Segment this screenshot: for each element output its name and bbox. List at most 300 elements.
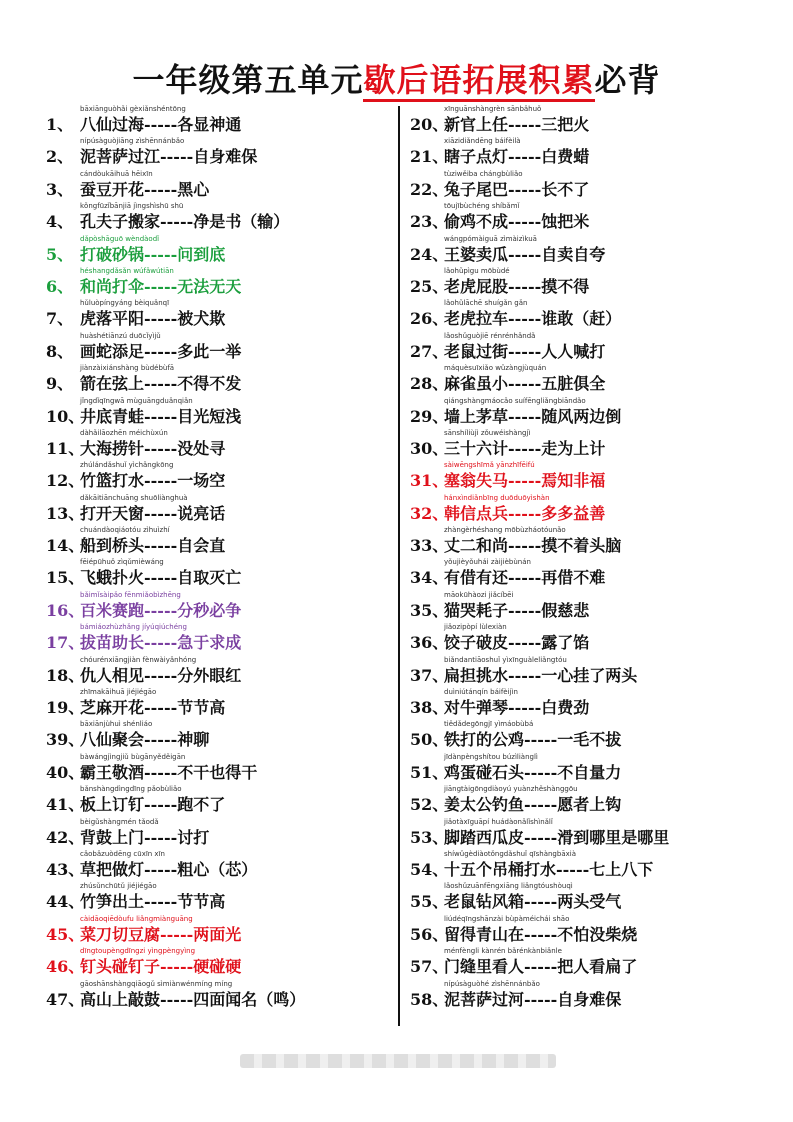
proverb-second-half: 节节高: [177, 698, 226, 718]
item-number: 46、: [46, 957, 85, 977]
proverb-line: [410, 600, 589, 622]
item-number: 45、: [46, 924, 85, 944]
pinyin-line: zhàngèrhéshang mōbùzháotóunǎo: [444, 526, 566, 535]
proverb-dash: -----: [508, 438, 542, 458]
proverb-second-half: 不怕没柴烧: [557, 924, 638, 944]
proverb-first-half: 泥菩萨过江: [80, 147, 161, 167]
proverb-first-half: 偷鸡不成: [444, 212, 509, 232]
proverb-dash: -----: [524, 762, 558, 782]
proverb-line: [46, 729, 209, 751]
pinyin-line: jiāngtàigōngdiàoyú yuànzhěshànggōu: [444, 785, 578, 794]
item-number: 29、: [410, 406, 449, 426]
proverb-line: [46, 470, 225, 492]
pinyin-line: liúdéqīngshānzài bùpàméichái shāo: [444, 914, 570, 923]
right-column: [410, 104, 710, 1024]
proverb-line: [410, 729, 621, 751]
proverb-line: [46, 794, 225, 816]
proverb-first-half: 背鼓上门: [80, 827, 145, 847]
item-number: 54、: [410, 859, 449, 879]
pinyin-line: kǒngfūzǐbānjiā jìngshìshū shū: [80, 202, 184, 211]
proverb-item: [410, 655, 710, 687]
proverb-first-half: 兔子尾巴: [444, 179, 509, 199]
proverb-second-half: 净是书（输）: [193, 212, 290, 232]
proverb-second-half: 假慈悲: [541, 600, 590, 620]
proverb-dash: -----: [524, 827, 558, 847]
column-divider: [398, 106, 400, 1026]
proverb-item: [46, 557, 394, 589]
proverb-second-half: 硬碰硬: [193, 957, 242, 977]
pinyin-line: yǒujièyǒuhái zàijièbùnán: [444, 558, 531, 567]
item-number: 14、: [46, 536, 85, 556]
proverb-item: [410, 784, 710, 816]
watermark-bar: [240, 1054, 556, 1068]
pinyin-line: bǎnshàngdìngdīng pǎobùliǎo: [80, 785, 182, 794]
pinyin-line: jǐngdǐqīngwā mùguāngduǎnqiǎn: [80, 396, 193, 405]
proverb-item: [410, 849, 710, 881]
proverb-first-half: 竹笋出土: [80, 892, 145, 912]
proverb-dash: -----: [144, 698, 178, 718]
pinyin-line: jīdànpèngshítou búzìliànglì: [444, 752, 538, 761]
proverb-line: [410, 665, 637, 687]
proverb-line: [46, 956, 241, 978]
pinyin-line: bàwángjìngjiǔ bùgānyěděigān: [80, 752, 186, 761]
proverb-dash: -----: [160, 212, 194, 232]
pinyin-line: bámiáozhùzhǎng jíyúqiúchéng: [80, 623, 187, 632]
proverb-first-half: 飞蛾扑火: [80, 568, 145, 588]
pinyin-line: qiángshàngmáocǎo suífēngliǎngbiāndǎo: [444, 396, 586, 405]
proverb-line: [410, 308, 621, 330]
proverb-item: [46, 298, 394, 330]
proverb-dash: -----: [524, 892, 558, 912]
proverb-second-half: 不得不发: [177, 374, 242, 394]
proverb-item: [46, 169, 394, 201]
proverb-dash: -----: [508, 276, 542, 296]
proverb-second-half: 走为上计: [541, 438, 606, 458]
proverb-dash: -----: [508, 698, 542, 718]
title-suffix: 必背: [594, 61, 661, 99]
pinyin-line: dǎkāitiānchuāng shuōliànghuà: [80, 493, 188, 502]
proverb-item: [46, 590, 394, 622]
left-column: [46, 104, 394, 1024]
proverb-item: [410, 590, 710, 622]
proverb-line: [46, 373, 241, 395]
proverb-first-half: 泥菩萨过河: [444, 989, 525, 1009]
proverb-line: [46, 438, 225, 460]
proverb-line: [410, 276, 589, 298]
proverb-first-half: 有借有还: [444, 568, 509, 588]
proverb-dash: -----: [144, 503, 178, 523]
item-number: 43、: [46, 859, 85, 879]
proverb-dash: -----: [508, 309, 542, 329]
proverb-line: [410, 341, 605, 363]
proverb-second-half: 愿者上钩: [557, 795, 622, 815]
proverb-item: [410, 979, 710, 1011]
proverb-second-half: 四面闻名（鸣）: [193, 989, 306, 1009]
proverb-line: [410, 762, 621, 784]
item-number: 51、: [410, 762, 449, 782]
pinyin-line: wángpómàiguā zìmàizìkuā: [444, 234, 537, 243]
item-number: 39、: [46, 730, 85, 750]
item-number: 30、: [410, 438, 449, 458]
proverb-item: [410, 687, 710, 719]
proverb-line: [46, 406, 241, 428]
item-number: 40、: [46, 762, 85, 782]
proverb-second-half: 随风两边倒: [541, 406, 622, 426]
proverb-dash: -----: [160, 957, 194, 977]
proverb-item: [46, 849, 394, 881]
proverb-dash: -----: [144, 795, 178, 815]
proverb-first-half: 王婆卖瓜: [444, 244, 509, 264]
proverb-dash: -----: [144, 309, 178, 329]
proverb-item: [410, 914, 710, 946]
proverb-dash: -----: [556, 859, 590, 879]
proverb-dash: -----: [524, 924, 558, 944]
pinyin-line: jiǎozipòpí lùlexiàn: [444, 623, 507, 632]
proverb-first-half: 墙上茅草: [444, 406, 509, 426]
proverb-line: [46, 665, 241, 687]
item-number: 18、: [46, 665, 85, 685]
proverb-first-half: 菜刀切豆腐: [80, 924, 161, 944]
item-number: 47、: [46, 989, 85, 1009]
proverb-item: [46, 331, 394, 363]
item-number: 55、: [410, 892, 449, 912]
proverb-first-half: 打开天窗: [80, 503, 145, 523]
pinyin-line: fēiépūhuǒ zìqǔmièwáng: [80, 558, 164, 567]
proverb-item: [46, 946, 394, 978]
item-number: 7、: [46, 309, 74, 329]
proverb-line: [46, 827, 209, 849]
proverb-dash: -----: [508, 115, 542, 134]
proverb-second-half: 多此一举: [177, 341, 242, 361]
proverb-first-half: 大海捞针: [80, 438, 145, 458]
pinyin-line: ménfèngli kànrén bǎrénkànbiǎnle: [444, 947, 562, 956]
proverb-dash: -----: [508, 374, 542, 394]
proverb-item: [410, 525, 710, 557]
proverb-first-half: 猫哭耗子: [444, 600, 509, 620]
proverb-line: [46, 989, 305, 1011]
proverb-first-half: 姜太公钓鱼: [444, 795, 525, 815]
proverb-line: [410, 891, 621, 913]
proverb-first-half: 和尚打伞: [80, 276, 145, 296]
proverb-item: [410, 331, 710, 363]
proverb-line: [410, 470, 605, 492]
proverb-second-half: 一场空: [177, 471, 226, 491]
pinyin-line: sàiwēngshīmǎ yānzhīfēifú: [444, 461, 535, 470]
proverb-first-half: 竹篮打水: [80, 471, 145, 491]
proverb-line: [46, 891, 225, 913]
item-number: 50、: [410, 730, 449, 750]
proverb-item: [410, 557, 710, 589]
proverb-dash: -----: [144, 730, 178, 750]
proverb-first-half: 船到桥头: [80, 536, 145, 556]
proverb-item: [410, 752, 710, 784]
pinyin-line: tiědǎdegōngjī yìmáobùbá: [444, 720, 534, 729]
proverb-second-half: 神聊: [177, 730, 210, 750]
pinyin-line: duìniútánqín báifèijìn: [444, 688, 518, 697]
proverb-line: [46, 567, 241, 589]
proverb-dash: -----: [508, 568, 542, 588]
item-number: 1、: [46, 115, 74, 134]
proverb-second-half: 没处寻: [177, 438, 226, 458]
proverb-item: [410, 363, 710, 395]
proverb-second-half: 被犬欺: [177, 309, 226, 329]
proverb-item: [46, 234, 394, 266]
proverb-first-half: 高山上敲鼓: [80, 989, 161, 1009]
proverb-second-half: 摸不着头脑: [541, 536, 622, 556]
proverb-line: [410, 406, 621, 428]
pinyin-line: xiāzidiǎndēng báifèilà: [444, 137, 521, 146]
pinyin-line: lǎohǔlāchē shuígǎn gǎn: [444, 299, 528, 308]
pinyin-line: biǎndantiāoshuǐ yìxīnguàleliǎngtóu: [444, 655, 567, 664]
item-number: 26、: [410, 309, 449, 329]
proverb-first-half: 老虎拉车: [444, 309, 509, 329]
proverb-dash: -----: [508, 244, 542, 264]
proverb-second-half: 谁敢（赶）: [541, 309, 622, 329]
title-highlight: 歇后语拓展积累: [363, 61, 594, 102]
proverb-line: [46, 503, 225, 525]
pinyin-line: cándòukāihuā hēixīn: [80, 169, 153, 178]
item-number: 19、: [46, 698, 85, 718]
proverb-first-half: 三十六计: [444, 438, 509, 458]
proverb-item: [46, 104, 394, 136]
proverb-line: [410, 567, 605, 589]
item-number: 53、: [410, 827, 449, 847]
item-number: 12、: [46, 471, 85, 491]
pinyin-line: lǎoshǔzuānfēngxiāng liǎngtóushòuqì: [444, 882, 573, 891]
item-number: 22、: [410, 179, 449, 199]
proverb-line: [410, 632, 589, 654]
proverb-dash: -----: [508, 147, 542, 167]
proverb-dash: -----: [508, 536, 542, 556]
item-number: 38、: [410, 698, 449, 718]
pinyin-line: chuándàoqiáotóu zìhuìzhí: [80, 526, 170, 535]
proverb-second-half: 说亮话: [177, 503, 226, 523]
proverb-second-half: 急于求成: [177, 633, 242, 653]
proverb-line: [46, 146, 257, 168]
proverb-dash: -----: [508, 341, 542, 361]
proverb-line: [410, 503, 605, 525]
pinyin-line: bāxiānguòhǎi gèxiǎnshéntōng: [80, 105, 186, 113]
item-number: 44、: [46, 892, 85, 912]
proverb-line: [46, 535, 225, 557]
proverb-line: [410, 146, 589, 168]
proverb-first-half: 八仙聚会: [80, 730, 145, 750]
proverb-dash: -----: [144, 665, 178, 685]
proverb-first-half: 门缝里看人: [444, 957, 525, 977]
item-number: 20、: [410, 115, 449, 134]
proverb-second-half: 露了馅: [541, 633, 590, 653]
proverb-second-half: 粗心（芯）: [177, 859, 258, 879]
proverb-second-half: 目光短浅: [177, 406, 242, 426]
proverb-item: [46, 525, 394, 557]
proverb-first-half: 拔苗助长: [80, 633, 145, 653]
proverb-item: [410, 234, 710, 266]
item-number: 10、: [46, 406, 85, 426]
proverb-line: [46, 341, 241, 363]
proverb-line: [46, 179, 209, 201]
proverb-first-half: 虎落平阳: [80, 309, 145, 329]
proverb-second-half: 讨打: [177, 827, 210, 847]
item-number: 3、: [46, 179, 74, 199]
pinyin-line: huàshétiānzú duōcǐyìjǔ: [80, 331, 161, 340]
item-number: 25、: [410, 276, 449, 296]
proverb-line: [410, 373, 605, 395]
pinyin-line: dàhǎilāozhēn méichùxún: [80, 428, 168, 437]
proverb-dash: -----: [144, 633, 178, 653]
proverb-first-half: 板上订钉: [80, 795, 145, 815]
pinyin-line: héshangdǎsǎn wúfǎwútiān: [80, 266, 174, 275]
proverb-item: [46, 914, 394, 946]
proverb-dash: -----: [144, 600, 178, 620]
pinyin-line: zhúsǔnchūtǔ jiéjiégāo: [80, 882, 157, 891]
proverb-item: [410, 946, 710, 978]
pinyin-line: gāoshānshàngqiāogǔ sìmiànwénmíng míng: [80, 979, 233, 988]
proverb-item: [410, 493, 710, 525]
item-number: 37、: [410, 665, 449, 685]
proverb-dash: -----: [508, 179, 542, 199]
proverb-first-half: 铁打的公鸡: [444, 730, 525, 750]
item-number: 41、: [46, 795, 85, 815]
proverb-first-half: 草把做灯: [80, 859, 145, 879]
proverb-dash: -----: [144, 244, 178, 264]
item-number: 9、: [46, 374, 74, 394]
proverb-line: [46, 859, 257, 881]
proverb-dash: -----: [144, 568, 178, 588]
item-number: 5、: [46, 244, 74, 264]
proverb-item: [46, 493, 394, 525]
item-number: 11、: [46, 438, 85, 458]
proverb-item: [46, 460, 394, 492]
pinyin-line: zhúlándǎshuǐ yìchǎngkōng: [80, 461, 174, 470]
item-number: 52、: [410, 795, 449, 815]
proverb-line: [410, 535, 621, 557]
item-number: 33、: [410, 536, 449, 556]
proverb-second-half: 滑到哪里是哪里: [557, 827, 670, 847]
proverb-line: [46, 276, 241, 298]
proverb-first-half: 仇人相见: [80, 665, 145, 685]
proverb-second-half: 自取灭亡: [177, 568, 242, 588]
proverb-second-half: 不自量力: [557, 762, 622, 782]
proverb-dash: -----: [144, 827, 178, 847]
proverb-item: [410, 428, 710, 460]
proverb-item: [46, 784, 394, 816]
item-number: 35、: [410, 600, 449, 620]
proverb-line: [410, 179, 589, 201]
proverb-line: [410, 438, 605, 460]
proverb-dash: -----: [524, 730, 558, 750]
item-number: 17、: [46, 633, 85, 653]
proverb-first-half: 新官上任: [444, 115, 509, 134]
item-number: 2、: [46, 147, 74, 167]
proverb-second-half: 摸不得: [541, 276, 590, 296]
pinyin-line: chóurénxiāngjiàn fènwàiyǎnhóng: [80, 655, 197, 664]
proverb-item: [410, 104, 710, 136]
item-number: 16、: [46, 600, 85, 620]
proverb-second-half: 一毛不拔: [557, 730, 622, 750]
item-number: 13、: [46, 503, 85, 523]
proverb-second-half: 人人喊打: [541, 341, 606, 361]
item-number: 23、: [410, 212, 449, 232]
pinyin-line: nípúsàguòjiāng zìshēnnánbǎo: [80, 137, 185, 146]
pinyin-line: jiǎotàxīguāpí huádàonǎlǐshìnǎlǐ: [444, 817, 553, 826]
proverb-first-half: 霸王敬酒: [80, 762, 145, 782]
proverb-dash: -----: [508, 665, 542, 685]
proverb-second-half: 问到底: [177, 244, 226, 264]
proverb-item: [46, 136, 394, 168]
item-number: 8、: [46, 341, 74, 361]
proverb-line: [410, 859, 653, 881]
page-title: [0, 58, 793, 102]
pinyin-line: jiànzàixiánshàng bùdébùfā: [80, 364, 175, 373]
proverb-item: [410, 817, 710, 849]
proverb-line: [46, 244, 225, 266]
proverb-first-half: 打破砂锅: [80, 244, 145, 264]
proverb-line: [46, 924, 241, 946]
pinyin-line: xīnguānshàngrèn sānbǎhuǒ: [444, 105, 542, 113]
pinyin-line: māokūhàozi jiǎcíbēi: [444, 590, 514, 599]
proverb-item: [410, 719, 710, 751]
pinyin-line: tùziwěiba chángbùliǎo: [444, 169, 523, 178]
item-number: 21、: [410, 147, 449, 167]
proverb-item: [410, 396, 710, 428]
proverb-first-half: 鸡蛋碰石头: [444, 762, 525, 782]
proverb-item: [46, 266, 394, 298]
proverb-line: [410, 114, 589, 136]
proverb-second-half: 自会直: [177, 536, 226, 556]
proverb-first-half: 箭在弦上: [80, 374, 145, 394]
item-number: 32、: [410, 503, 449, 523]
proverb-item: [410, 460, 710, 492]
pinyin-line: bèigǔshàngmén tǎodǎ: [80, 817, 159, 826]
proverb-item: [410, 298, 710, 330]
pinyin-line: sānshíliùjì zǒuwéishàngjì: [444, 428, 531, 437]
proverb-second-half: 无法无天: [177, 276, 242, 296]
proverb-item: [46, 363, 394, 395]
proverb-second-half: 自身难保: [557, 989, 622, 1009]
item-number: 6、: [46, 276, 74, 296]
proverb-second-half: 跑不了: [177, 795, 226, 815]
proverb-line: [410, 924, 637, 946]
proverb-dash: -----: [144, 115, 178, 134]
proverb-item: [46, 687, 394, 719]
item-number: 31、: [410, 471, 449, 491]
proverb-second-half: 不干也得干: [177, 762, 258, 782]
pinyin-line: cǎobǎzuòdēng cūxīn xīn: [80, 849, 165, 858]
proverb-second-half: 节节高: [177, 892, 226, 912]
item-number: 42、: [46, 827, 85, 847]
proverb-item: [46, 428, 394, 460]
title-main: 一年级第五单元: [132, 61, 364, 99]
item-number: 24、: [410, 244, 449, 264]
proverb-first-half: 留得青山在: [444, 924, 525, 944]
pinyin-line: lǎohǔpìgu mōbùdé: [444, 266, 510, 275]
proverb-line: [410, 989, 621, 1011]
item-number: 36、: [410, 633, 449, 653]
proverb-item: [46, 719, 394, 751]
proverb-first-half: 井底青蛙: [80, 406, 145, 426]
pinyin-line: máquèsuīxiǎo wǔzàngjùquán: [444, 364, 547, 373]
pinyin-line: dǎpòshāguō wèndàodǐ: [80, 234, 160, 243]
proverb-line: [410, 211, 589, 233]
proverb-first-half: 瞎子点灯: [444, 147, 509, 167]
proverb-second-half: 黑心: [177, 179, 210, 199]
pinyin-line: tōujībùchéng shíbǎmǐ: [444, 202, 520, 211]
proverb-dash: -----: [144, 471, 178, 491]
proverb-line: [46, 632, 241, 654]
proverb-item: [46, 396, 394, 428]
proverb-first-half: 老鼠过街: [444, 341, 509, 361]
proverb-line: [46, 762, 257, 784]
